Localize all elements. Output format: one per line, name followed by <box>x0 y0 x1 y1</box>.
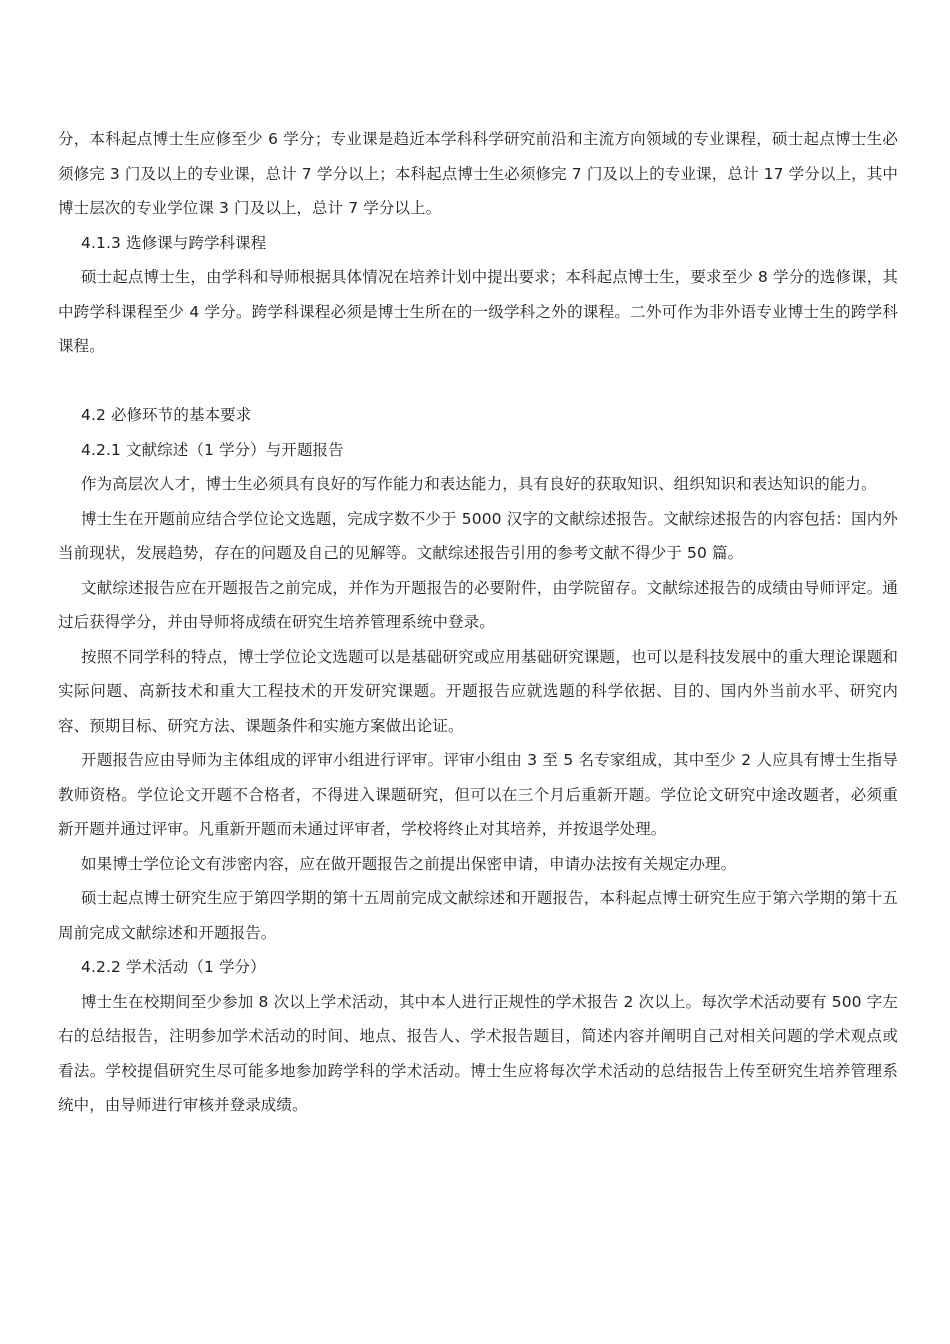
paragraph-review-grading: 文献综述报告应在开题报告之前完成，并作为开题报告的必要附件，由学院留存。文献综述报告的成绩由导师评定。通过后获得学分，并由导师将成绩在研究生培养管理系统中登录。 <box>58 578 898 631</box>
paragraph-writing-ability: 作为高层次人才，博士生必须具有良好的写作能力和表达能力，具有良好的获取知识、组织知识和表达知识的能力。 <box>81 475 877 493</box>
paragraph-confidentiality: 如果博士学位论文有涉密内容，应在做开题报告之前提出保密申请，申请办法按有关规定办理。 <box>81 854 737 873</box>
heading-4-2-2: 4.2.2 学术活动（1 学分） <box>81 958 266 976</box>
paragraph-course-credits: 分，本科起点博士生应修至少 6 学分；专业课是趋近本学科科学研究前沿和主流方向领域的专业课程，硕士起点博士生必须修完 3 门及以上的专业课，总计 7 学分以上；本科起点博士生必须修完 7 门及以上的专业课，总计 17 学分以上，其中博士层次的专业学位课 3 门及以上，总计 7 学分以上。 <box>58 130 898 217</box>
heading-4-2: 4.2 必修环节的基本要求 <box>81 406 252 424</box>
paragraph-proposal-review: 开题报告应由导师为主体组成的评审小组进行评审。评审小组由 3 至 5 名专家组成，其中至少 2 人应具有博士生指导教师资格。学位论文开题不合格者，不得进入课题研究，但可以在三个月后重新开题。学位论文研究中途改题者，必须重新开题并通过评审。凡重新开题而未通过评审者，学校将终止对其培养，并按退学处理。 <box>58 751 898 838</box>
paragraph-deadline: 硕士起点博士研究生应于第四学期的第十五周前完成文献综述和开题报告，本科起点博士研究生应于第六学期的第十五周前完成文献综述和开题报告。 <box>58 889 898 942</box>
paragraph-literature-review: 博士生在开题前应结合学位论文选题，完成字数不少于 5000 汉字的文献综述报告。文献综述报告的内容包括：国内外当前现状，发展趋势，存在的问题及自己的见解等。文献综述报告引用的参考文献不得少于 50 篇。 <box>58 509 898 562</box>
blank-line <box>58 364 898 399</box>
heading-4-2-1: 4.2.1 文献综述（1 学分）与开题报告 <box>81 440 344 459</box>
heading-4-1-3: 4.1.3 选修课与跨学科课程 <box>81 233 267 252</box>
paragraph-topic-selection: 按照不同学科的特点，博士学位论文选题可以是基础研究或应用基础研究课题，也可以是科技发展中的重大理论课题和实际问题、高新技术和重大工程技术的开发研究课题。开题报告应就选题的科学依据、目的、国内外当前水平、研究内容、预期目标、研究方法、课题条件和实施方案做出论证。 <box>58 647 898 735</box>
paragraph-electives: 硕士起点博士生，由学科和导师根据具体情况在培养计划中提出要求；本科起点博士生，要求至少 8 学分的选修课，其中跨学科课程至少 4 学分。跨学科课程必须是博士生所在的一级学科之外的课程。二外可作为非外语专业博士生的跨学科课程。 <box>58 268 898 355</box>
document-body <box>58 122 898 1123</box>
paragraph-academic-activities: 博士生在校期间至少参加 8 次以上学术活动，其中本人进行正规性的学术报告 2 次以上。每次学术活动要有 500 字左右的总结报告，注明参加学术活动的时间、地点、报告人、学术报告题目，简述内容并阐明自己对相关问题的学术观点或看法。学校提倡研究生尽可能多地参加跨学科的学术活动。博士生应将每次学术活动的总结报告上传至研究生培养管理系统中，由导师进行审核并登录成绩。 <box>58 992 898 1114</box>
